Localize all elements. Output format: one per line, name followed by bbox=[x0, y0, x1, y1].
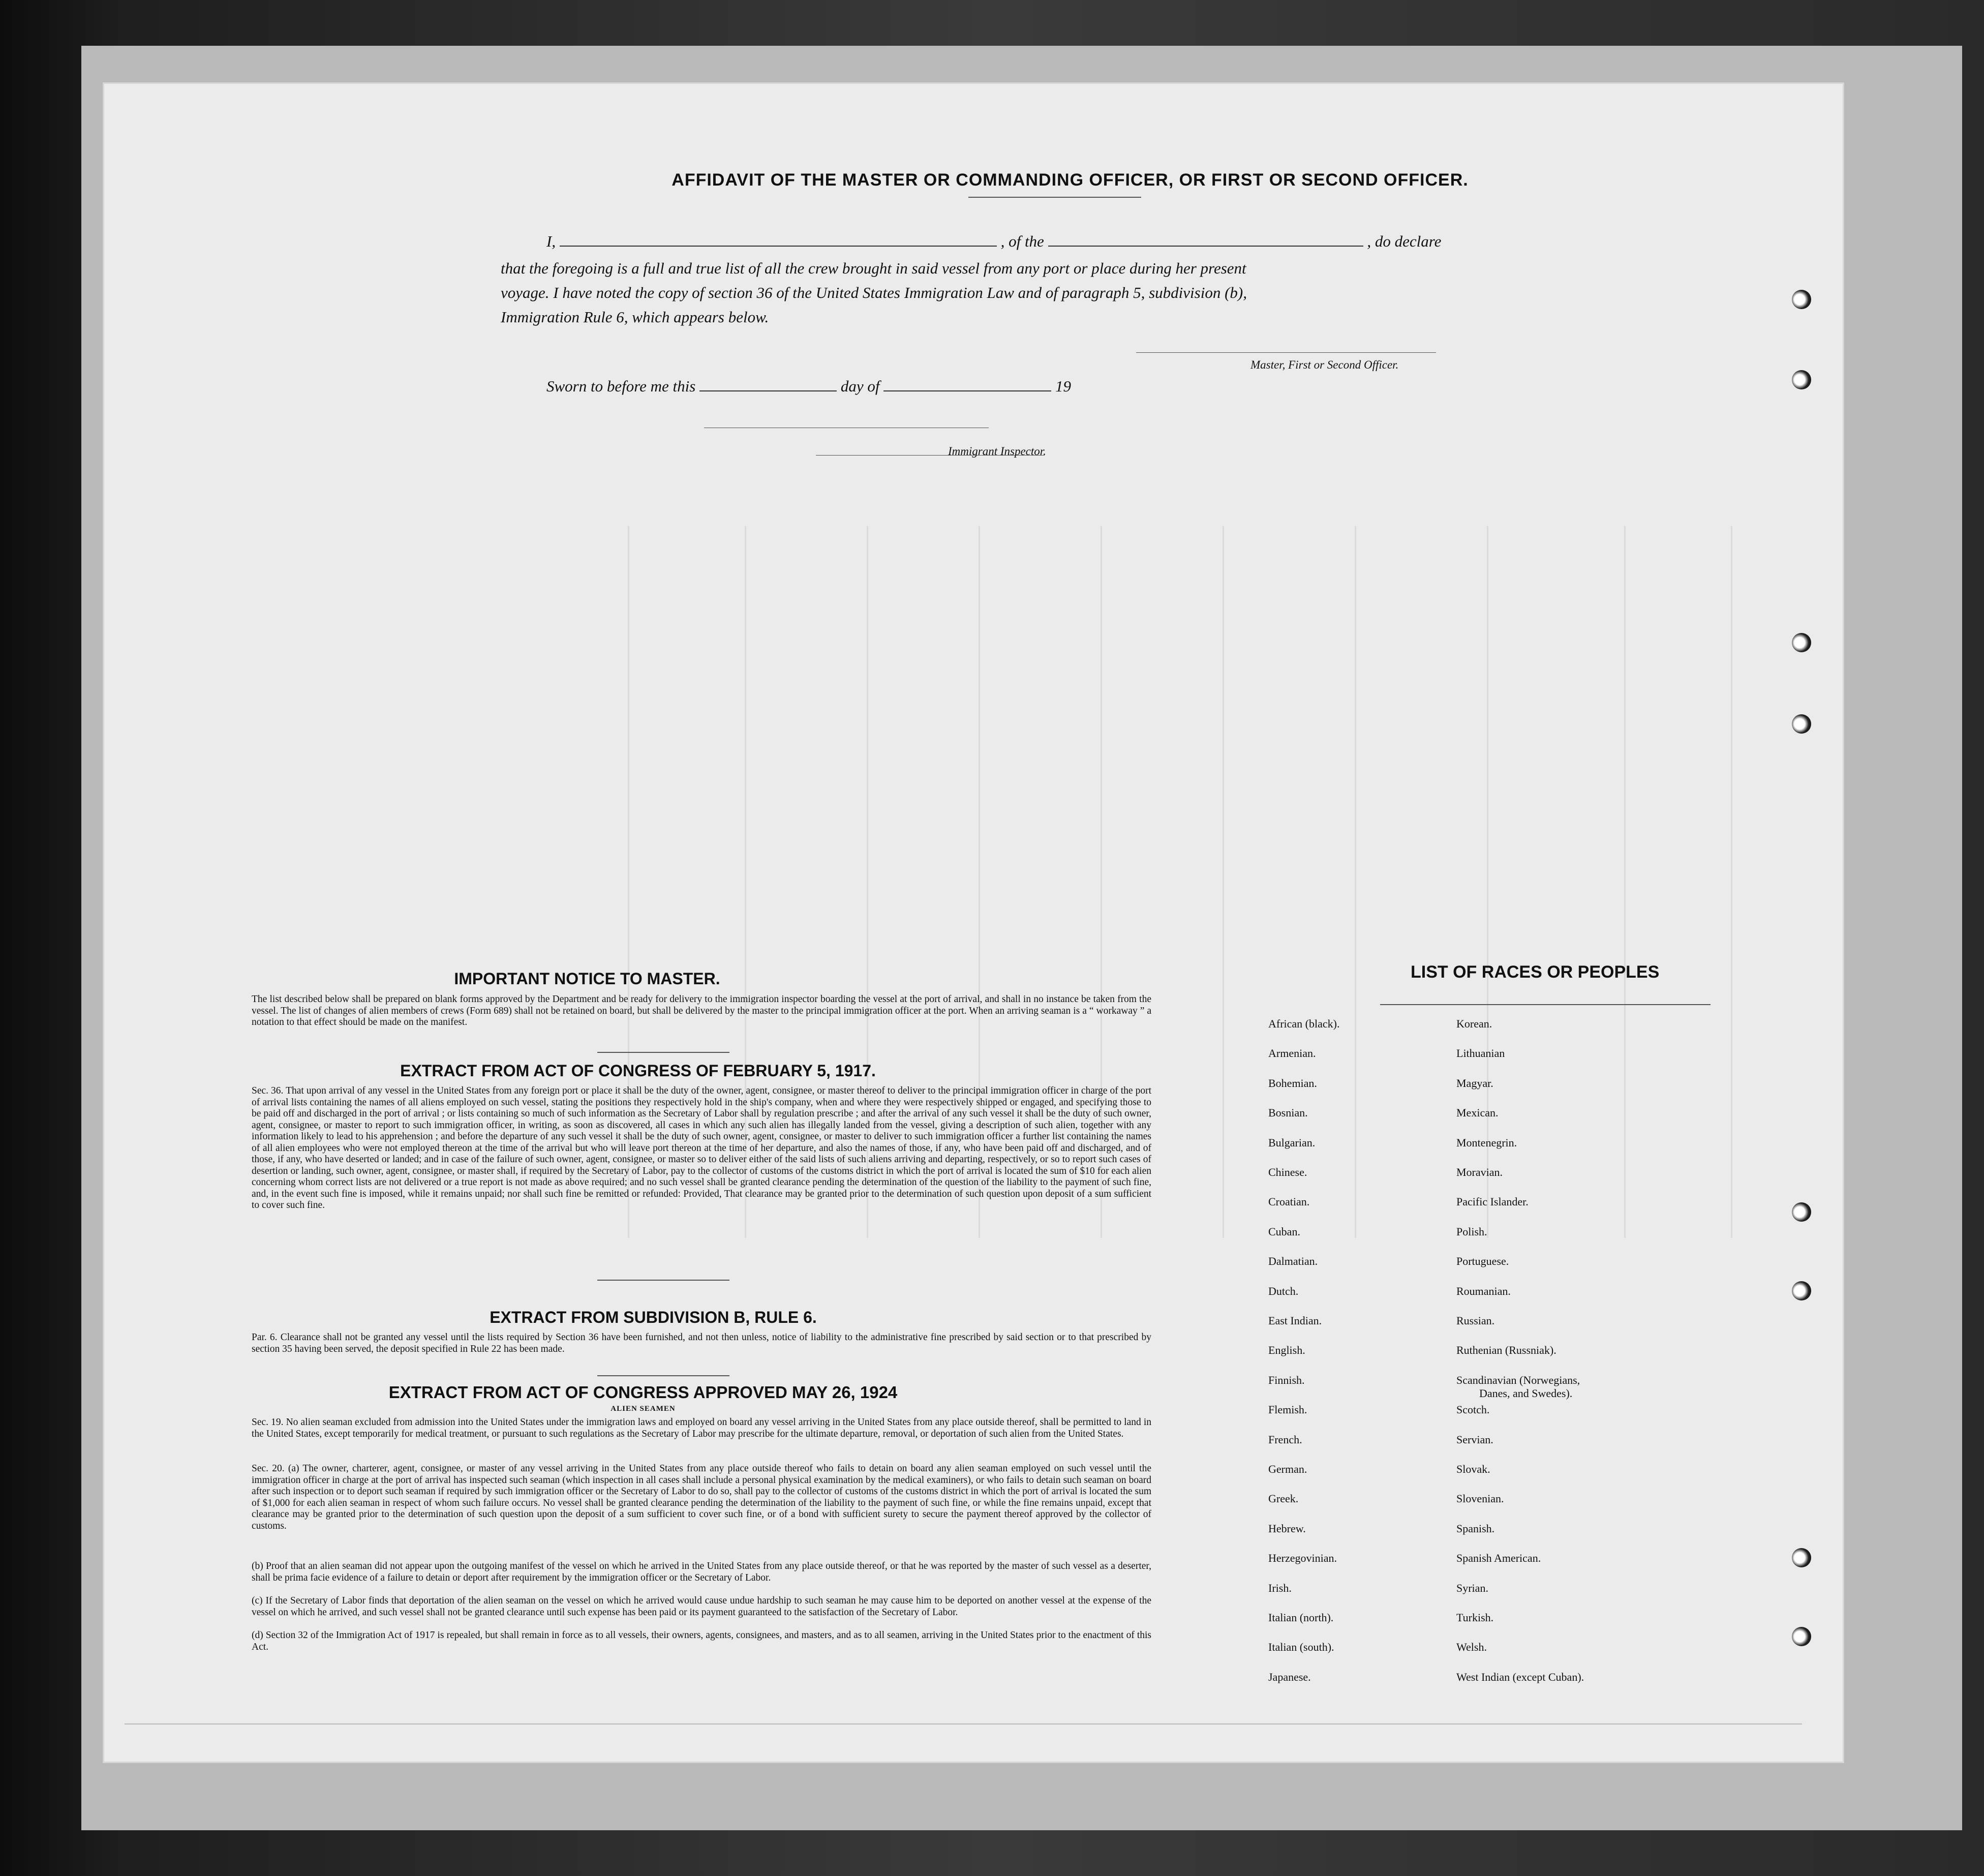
notice-text: The list described below shall be prepared on blank forms approved by the Department and be ready for delivery to the immigration inspector boarding the vessel at the port of arrival, and shall in no instance be taken from the vessel. The list of changes of alien members of crews (Form 689) shall not be retained on board, but shall be delivered by the master to the principal immigration officer at the port. When an arriving seaman is a “ workaway ” a notation to that effect should be made on the manifest. bbox=[252, 994, 1151, 1027]
race-item: Mexican. bbox=[1456, 1106, 1499, 1119]
race-item: Greek. bbox=[1268, 1492, 1299, 1505]
notice-divider bbox=[597, 1052, 729, 1053]
subdivision-text: Par. 6. Clearance shall not be granted any vessel until the lists required by Section 36 have been furnished, and not then unless, notice of liability to the administrative fine prescribed by said section or to that prescribed by section 35 having been served, the deposit specified in Rule 22 has been made. bbox=[252, 1332, 1151, 1354]
race-item: Italian (north). bbox=[1268, 1611, 1334, 1624]
race-item: Turkish. bbox=[1456, 1611, 1494, 1624]
race-item: Japanese. bbox=[1268, 1670, 1311, 1683]
race-item: French. bbox=[1268, 1433, 1302, 1446]
declaration-i: I, bbox=[546, 232, 556, 250]
race-item: Herzegovinian. bbox=[1268, 1552, 1337, 1565]
extract-1917-divider bbox=[597, 1280, 729, 1281]
declaration-of-the: , of the bbox=[1000, 232, 1044, 250]
race-item: Korean. bbox=[1456, 1017, 1492, 1030]
affidavit-heading-underline bbox=[968, 197, 1141, 198]
race-item: Welsh. bbox=[1456, 1641, 1487, 1654]
extract-1924-sec20c: (c) If the Secretary of Labor finds that deportation of the alien seaman on the vessel on which he arrived would cause undue hardship to such seaman he may cause him to be deported on another vessel at the expense of the vessel on which he arrived, and such vessel shall not be granted clearance until such expense has been paid or its payment guaranteed to the satisfaction of the Secretary of Labor. bbox=[252, 1595, 1151, 1618]
vessel-blank bbox=[1048, 244, 1363, 247]
race-item: Finnish. bbox=[1268, 1373, 1305, 1386]
race-item: Armenian. bbox=[1268, 1047, 1316, 1060]
year-prefix: 19 bbox=[1055, 377, 1071, 395]
extract-1924-sec19: Sec. 19. No alien seaman excluded from admission into the United States under the immigration laws and employed on board any vessel arriving in the United States from any place outside thereof, shall be permitted to land in the United States, except temporarily for medical treatment, or pursuant to such regulations as the Secretary of Labor may prescribe for the ultimate departure, removal, or deportation of such alien from the United States. bbox=[252, 1417, 1151, 1439]
extract-1917-heading: EXTRACT FROM ACT OF CONGRESS OF FEBRUARY 5, 1917. bbox=[400, 1062, 876, 1080]
race-item: Slovak. bbox=[1456, 1463, 1490, 1475]
race-item: West Indian (except Cuban). bbox=[1456, 1670, 1584, 1683]
declaration-line-4: Immigration Rule 6, which appears below. bbox=[501, 308, 769, 326]
race-item: African (black). bbox=[1268, 1017, 1340, 1030]
race-item: Slovenian. bbox=[1456, 1492, 1504, 1505]
race-item: Syrian. bbox=[1456, 1581, 1488, 1594]
master-signature-line bbox=[1136, 352, 1436, 353]
race-item: Hebrew. bbox=[1268, 1522, 1306, 1535]
page-bottom-rule bbox=[125, 1723, 1802, 1724]
race-item: Bosnian. bbox=[1268, 1106, 1308, 1119]
race-item: Montenegrin. bbox=[1456, 1136, 1517, 1149]
day-blank bbox=[699, 388, 837, 391]
race-item: Lithuanian bbox=[1456, 1047, 1505, 1060]
punch-hole bbox=[1792, 714, 1811, 734]
day-of-text: day of bbox=[840, 377, 880, 395]
name-blank bbox=[560, 244, 997, 247]
inspector-label: Immigrant Inspector. bbox=[948, 445, 1046, 458]
declaration-line-1 bbox=[546, 232, 1441, 251]
race-item: Irish. bbox=[1268, 1581, 1292, 1594]
notice-heading: IMPORTANT NOTICE TO MASTER. bbox=[454, 970, 720, 988]
extract-1924-sec20b: (b) Proof that an alien seaman did not appear upon the outgoing manifest of the vessel on which he arrived in the United States from any place outside thereof, or that he was reported by the master of such vessel as a deserter, shall be prima facie evidence of a failure to detain or deport after requirement by the immigration officer or the Secretary of Labor. bbox=[252, 1561, 1151, 1583]
subdivision-heading: EXTRACT FROM SUBDIVISION B, RULE 6. bbox=[490, 1308, 817, 1326]
race-item: Cuban. bbox=[1268, 1225, 1300, 1238]
race-item: Moravian. bbox=[1456, 1166, 1503, 1178]
document-page bbox=[104, 84, 1843, 1762]
subdivision-divider bbox=[597, 1375, 729, 1376]
punch-hole bbox=[1792, 370, 1811, 389]
race-item: Ruthenian (Russniak). bbox=[1456, 1344, 1556, 1357]
declaration-do-declare: , do declare bbox=[1367, 232, 1442, 250]
affidavit-heading: AFFIDAVIT OF THE MASTER OR COMMANDING OFFICER, OR FIRST OR SECOND OFFICER. bbox=[671, 170, 1469, 190]
race-item: Polish. bbox=[1456, 1225, 1487, 1238]
alien-seamen-subheading: ALIEN SEAMEN bbox=[611, 1405, 676, 1413]
master-label: Master, First or Second Officer. bbox=[1250, 358, 1399, 371]
extract-1924-sec20a: Sec. 20. (a) The owner, charterer, agent, consignee, or master of any vessel arriving in the United States from any place outside thereof who fails to detain on board any alien seaman employed on such vessel until the immigration officer in charge at the port of arrival has inspected such seaman (which inspection in all cases shall include a personal physical examination by the medical examiners), or who fails to detain such seaman on board after such inspection or to deport such seaman if required by such immigration officer or the Secretary of Labor to do so, shall pay to the collector of customs of the customs district in which the port of arrival is located the sum of $1,000 for each alien seaman in respect of whom such failure occurs. No vessel shall be granted clearance pending the determination of the liability to the payment of such fine, or while the fine remains unpaid, except that clearance may be granted prior to the determination of such question upon the deposit of a sum sufficient to cover such fine, or of a bond with sufficient surety to secure the payment thereof approved by the collector of customs. bbox=[252, 1463, 1151, 1531]
race-item: Dutch. bbox=[1268, 1284, 1299, 1297]
declaration-line-3: voyage. I have noted the copy of section 36 of the United States Immigration Law and of paragraph 5, subdivision (b), bbox=[501, 284, 1247, 301]
race-item: Danes, and Swedes). bbox=[1479, 1386, 1573, 1400]
punch-hole bbox=[1792, 1627, 1811, 1646]
race-item: Servian. bbox=[1456, 1433, 1493, 1446]
races-heading: LIST OF RACES OR PEOPLES bbox=[1411, 962, 1660, 982]
race-item: Scandinavian (Norwegians, bbox=[1456, 1373, 1580, 1386]
punch-hole bbox=[1792, 633, 1811, 652]
race-item: Chinese. bbox=[1268, 1166, 1307, 1178]
race-item: Bulgarian. bbox=[1268, 1136, 1316, 1149]
race-item: Dalmatian. bbox=[1268, 1255, 1318, 1268]
race-item: Croatian. bbox=[1268, 1195, 1310, 1208]
race-item: English. bbox=[1268, 1344, 1305, 1357]
extract-1924-heading: EXTRACT FROM ACT OF CONGRESS APPROVED MAY 26, 1924 bbox=[388, 1383, 898, 1402]
races-heading-rule bbox=[1380, 1004, 1711, 1005]
month-blank bbox=[883, 388, 1051, 391]
race-item: Italian (south). bbox=[1268, 1641, 1334, 1654]
race-item: Magyar. bbox=[1456, 1076, 1493, 1090]
race-item: Flemish. bbox=[1268, 1403, 1307, 1416]
race-item: Spanish American. bbox=[1456, 1552, 1541, 1565]
race-item: Portuguese. bbox=[1456, 1255, 1509, 1268]
race-item: Bohemian. bbox=[1268, 1076, 1317, 1090]
extract-1917-text: Sec. 36. That upon arrival of any vessel in the United States from any foreign port or place it shall be the duty of the owner, agent, consignee, or master thereof to deliver to the principal immigration officer in charge of the port of arrival lists containing the names of all aliens employed on such vessel, stating the positions they respectively hold in the ship's company, when and where they were respectively shipped or engaged, and specifying those to be paid off and discharged in the port of arrival ; or lists containing so much of such information as the Secretary of Labor shall by regulation prescribe ; and after the arrival of any such vessel it shall be the duty of such owner, agent, consignee, or master to report to such immigration officer, in writing, as soon as discovered, all cases in which any such alien has illegally landed from the vessel, giving a description of such alien, together with any information likely to lead to his apprehension ; and before the departure of any such vessel it shall be the duty of such owner, agent, consignee, or master to deliver to such immigration officer a further list containing the names of all alien employees who were not employed thereon at the time of the arrival but who will leave port thereon at the time of her departure, and also the names of those, if any, who have been paid off and discharged, and of those, if any, who have deserted or landed; and in case of the failure of such owner, agent, consignee, or master so to deliver either of the said lists of such aliens arriving and departing, respectively, or so to report such cases of desertion or landing, such owner, agent, consignee, or master shall, if required by the Secretary of Labor, pay to the collector of customs of the customs district in which the port of arrival is located the sum of $10 for each alien concerning whom correct lists are not delivered or a true report is not made as above required; and no such vessel shall be granted clearance pending the determination of the question of the liability to the payment of such fine, and, in the event such fine is imposed, while it remains unpaid; nor shall such fine be remitted or refunded: Provided, That clearance may be granted prior to the determination of such question upon deposit of a sum sufficient to cover such fine. bbox=[252, 1085, 1151, 1211]
declaration-line-2: that the foregoing is a full and true list of all the crew brought in said vessel from any port or place during her present bbox=[501, 259, 1246, 277]
race-item: Spanish. bbox=[1456, 1522, 1495, 1535]
punch-hole bbox=[1792, 1281, 1811, 1300]
race-item: Russian. bbox=[1456, 1314, 1495, 1327]
punch-hole bbox=[1792, 1202, 1811, 1222]
race-item: German. bbox=[1268, 1463, 1307, 1475]
race-item: Pacific Islander. bbox=[1456, 1195, 1529, 1208]
punch-hole bbox=[1792, 290, 1811, 309]
extract-1924-sec20d: (d) Section 32 of the Immigration Act of 1917 is repealed, but shall remain in force as to all vessels, their owners, agents, consignees, and masters, and as to all seamen, arriving in the United States prior to the enactment of this Act. bbox=[252, 1630, 1151, 1652]
race-item: East Indian. bbox=[1268, 1314, 1322, 1327]
race-item: Scotch. bbox=[1456, 1403, 1490, 1416]
punch-hole bbox=[1792, 1548, 1811, 1567]
race-item: Roumanian. bbox=[1456, 1284, 1511, 1297]
sworn-line bbox=[546, 377, 1071, 396]
sworn-text: Sworn to before me this bbox=[546, 377, 696, 395]
